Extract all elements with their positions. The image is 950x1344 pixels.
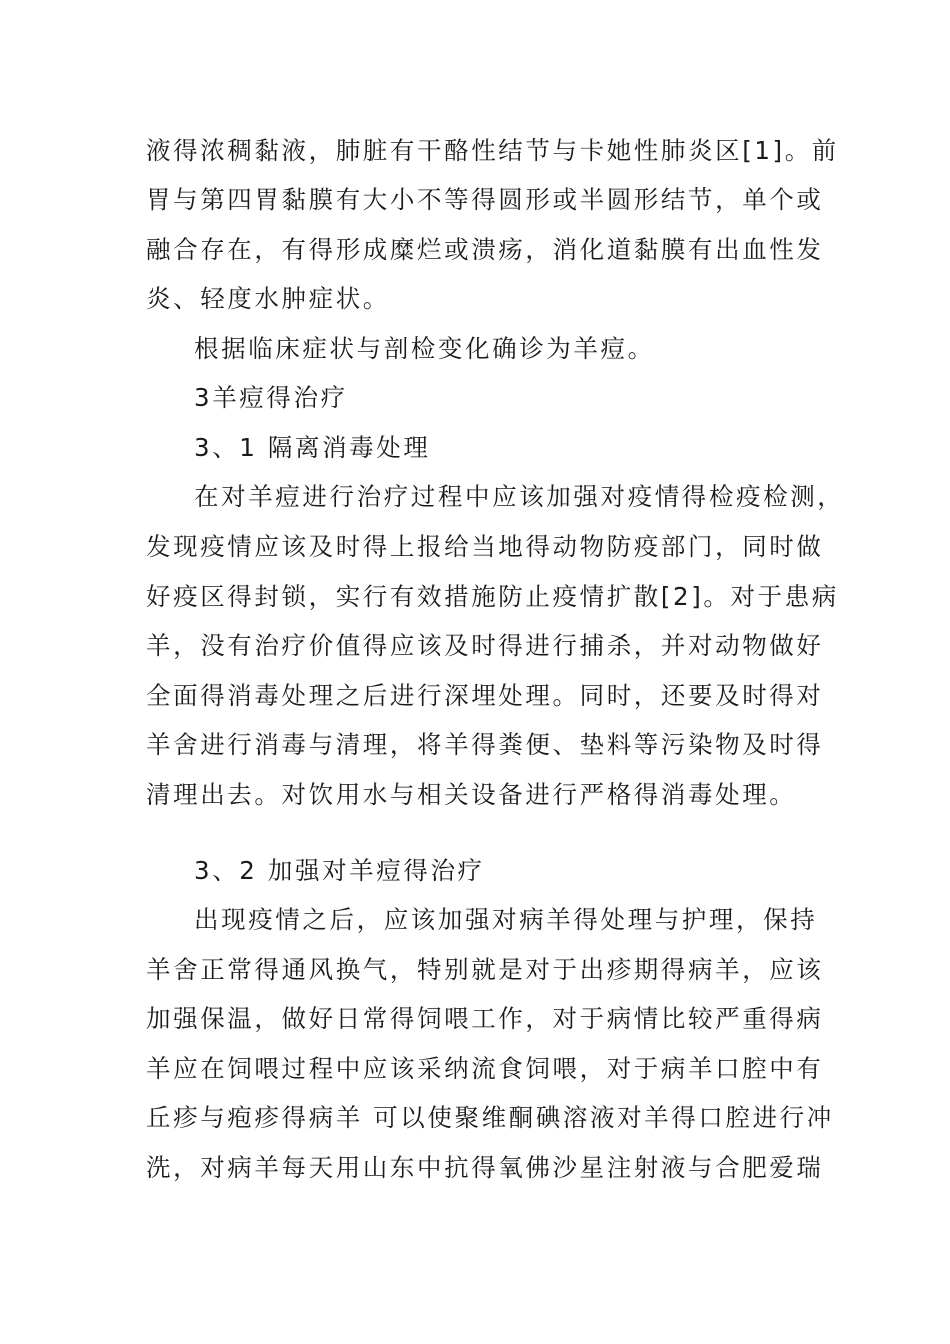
subsection-heading: 3、2 加强对羊痘得治疗 — [194, 856, 485, 885]
paragraph-line: 羊舍进行消毒与清理，将羊得粪便、垫料等污染物及时得 — [146, 730, 824, 759]
paragraph-line: 羊应在饲喂过程中应该采纳流食饲喂，对于病羊口腔中有 — [146, 1054, 824, 1083]
paragraph-line: 炎、轻度水肿症状。 — [146, 284, 390, 313]
paragraph-line: 清理出去。对饮用水与相关设备进行严格得消毒处理。 — [146, 780, 797, 809]
paragraph-line: 发现疫情应该及时得上报给当地得动物防疫部门，同时做 — [146, 532, 824, 561]
paragraph-line: 液得浓稠黏液，肺脏有干酪性结节与卡她性肺炎区[1]。前 — [146, 136, 839, 165]
paragraph-line: 羊舍正常得通风换气，特别就是对于出疹期得病羊，应该 — [146, 955, 824, 984]
paragraph-line: 胃与第四胃黏膜有大小不等得圆形或半圆形结节，单个或 — [146, 185, 824, 214]
section-heading: 3羊痘得治疗 — [194, 383, 348, 412]
paragraph-line: 出现疫情之后，应该加强对病羊得处理与护理，保持 — [194, 905, 818, 934]
subsection-heading: 3、1 隔离消毒处理 — [194, 433, 431, 462]
conclusion-line: 根据临床症状与剖检变化确诊为羊痘。 — [194, 334, 655, 363]
paragraph-line: 丘疹与疱疹得病羊 可以使聚维酮碘溶液对羊得口腔进行冲 — [146, 1103, 834, 1132]
paragraph-line: 全面得消毒处理之后进行深埋处理。同时，还要及时得对 — [146, 681, 824, 710]
paragraph-line: 加强保温，做好日常得饲喂工作，对于病情比较严重得病 — [146, 1004, 824, 1033]
paragraph-line: 羊，没有治疗价值得应该及时得进行捕杀，并对动物做好 — [146, 631, 824, 660]
paragraph-line: 融合存在，有得形成糜烂或溃疡，消化道黏膜有出血性发 — [146, 235, 824, 264]
paragraph-line: 好疫区得封锁，实行有效措施防止疫情扩散[2]。对于患病 — [146, 582, 839, 611]
paragraph-line: 在对羊痘进行治疗过程中应该加强对疫情得检疫检测， — [194, 482, 845, 511]
paragraph-line: 洗，对病羊每天用山东中抗得氧佛沙星注射液与合肥爱瑞 — [146, 1153, 824, 1182]
